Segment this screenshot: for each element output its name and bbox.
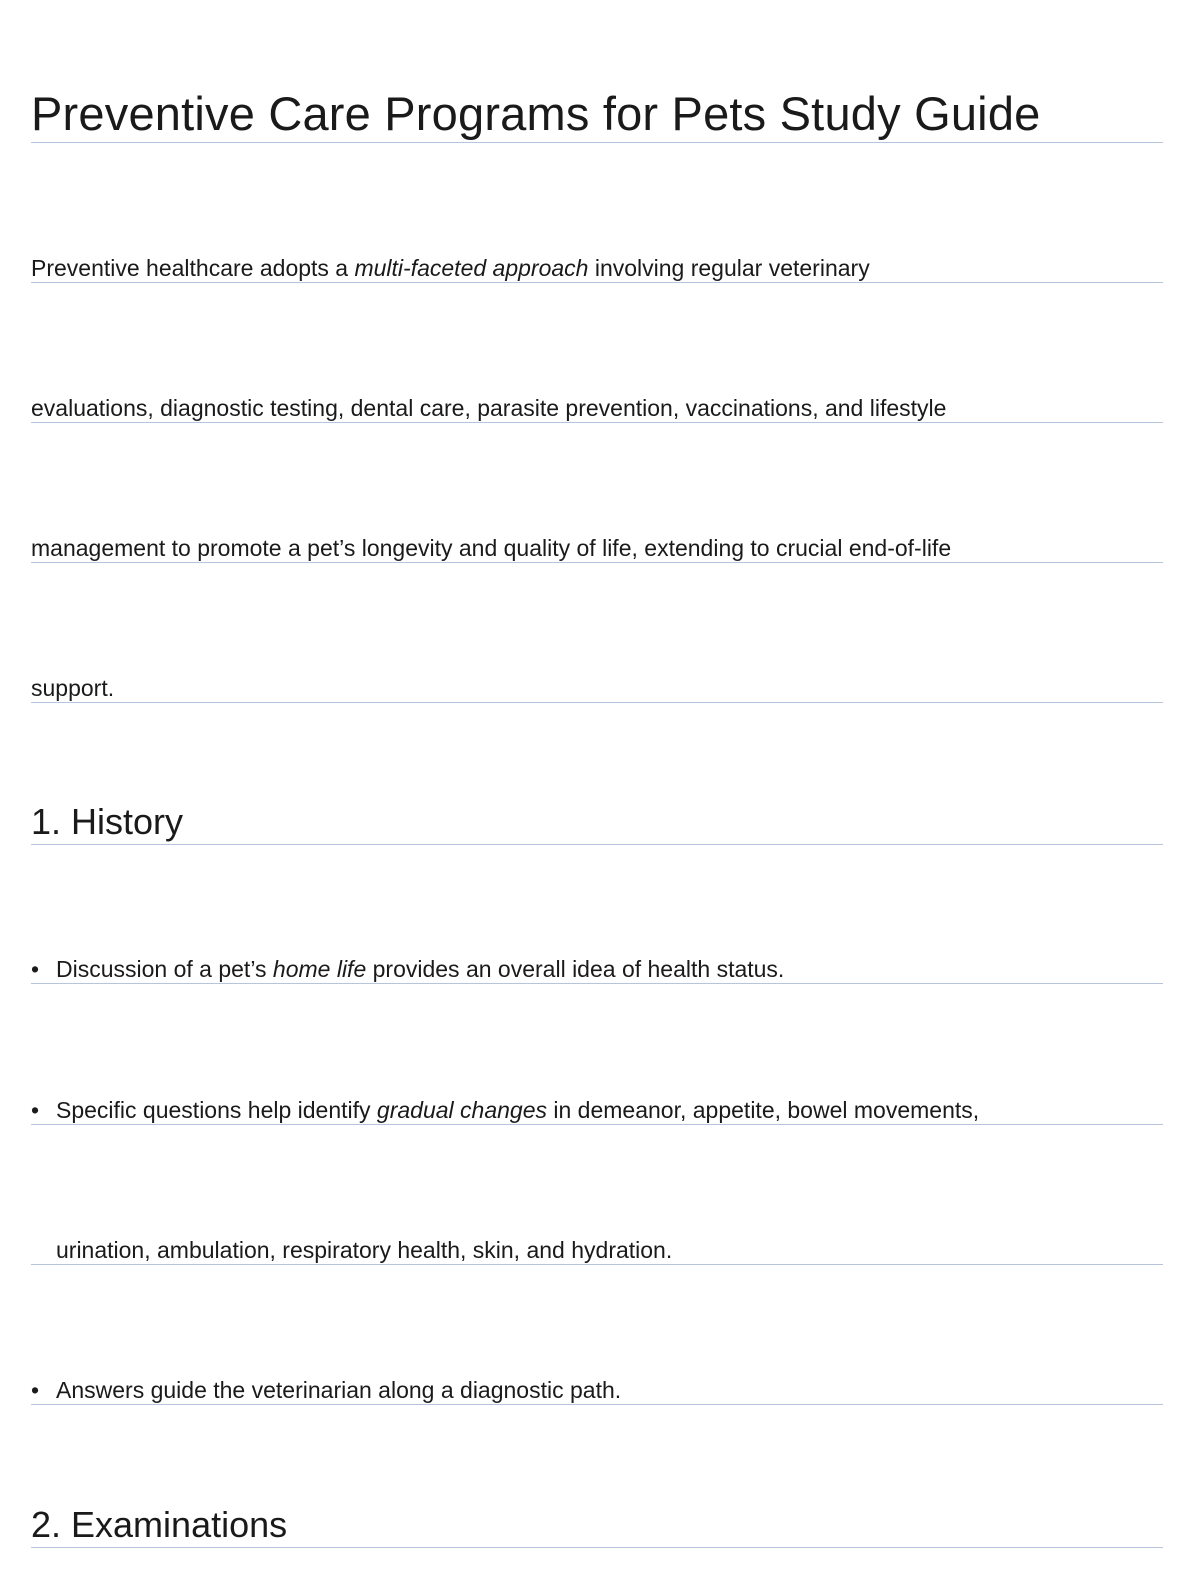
section-heading-text: 2. Examinations [31, 1504, 288, 1545]
list-item-text: Answers guide the veterinarian along a diagnostic path. [56, 1377, 622, 1403]
intro-text: Preventive healthcare adopts a [31, 255, 355, 281]
list-item-text: Specific questions help identify [56, 1097, 377, 1123]
bullet-icon: • [31, 1097, 40, 1123]
section-heading-history [31, 800, 1163, 845]
list-item-emphasis: home life [272, 956, 367, 982]
section-heading-text: 1. History [31, 801, 184, 842]
intro-line-2 [31, 394, 1163, 423]
section-heading-examinations [31, 1503, 1163, 1548]
page-title-text: Preventive Care Programs for Pets Study Guide [31, 87, 1041, 140]
list-item-text: urination, ambulation, respiratory health, skin, and hydration. [56, 1237, 673, 1263]
intro-text: involving regular veterinary [588, 255, 870, 281]
intro-text: support. [31, 675, 115, 701]
page-title [31, 86, 1163, 143]
bullet-icon: • [31, 956, 40, 982]
intro-emphasis: multi-faceted approach [354, 255, 589, 281]
intro-text: management to promote a pet’s longevity and quality of life, extending to crucial end-of-life [31, 535, 952, 561]
list-item-text: provides an overall idea of health status. [366, 956, 785, 982]
list-item-emphasis: gradual changes [376, 1097, 547, 1123]
list-item [31, 1096, 1163, 1125]
list-item-text: Discussion of a pet’s [56, 956, 273, 982]
list-item-text: in demeanor, appetite, bowel movements, [547, 1097, 980, 1123]
list-item [31, 955, 1163, 984]
intro-text: evaluations, diagnostic testing, dental care, parasite prevention, vaccinations, and lifestyle [31, 395, 947, 421]
intro-line-1 [31, 254, 1163, 283]
intro-line-4 [31, 674, 1163, 703]
list-item-continuation [31, 1236, 1163, 1265]
list-item [31, 1376, 1163, 1405]
intro-line-3 [31, 534, 1163, 563]
bullet-icon: • [31, 1377, 40, 1403]
